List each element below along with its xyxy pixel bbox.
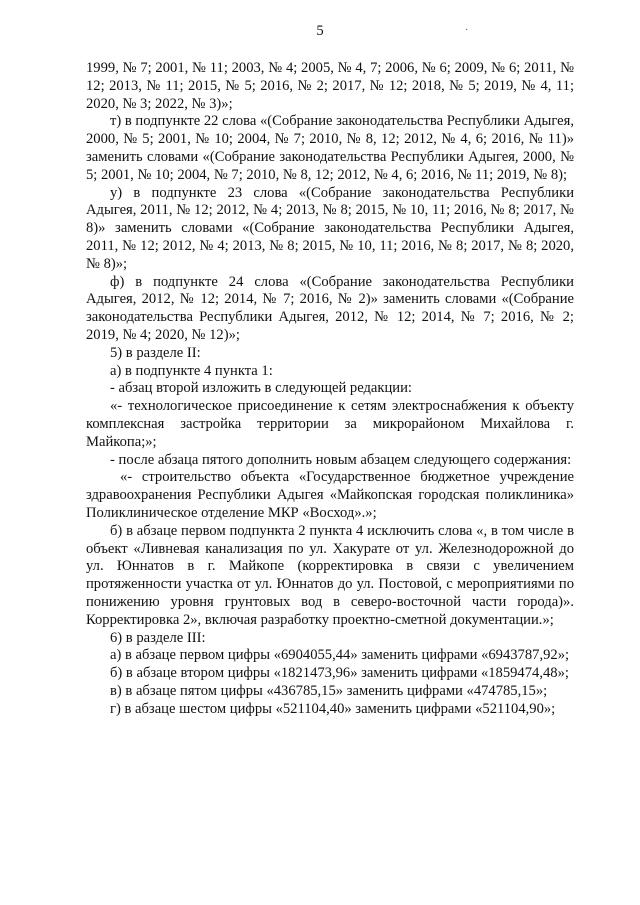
paragraph: в) в абзаце пятом цифры «436785,15» заменить цифрами «474785,15»; bbox=[110, 682, 548, 699]
paragraph: 1999, № 7; 2001, № 11; 2003, № 4; 2005, № 4, 7; 2006, № 6; 2009, № 6; 2011, № 12; 2013, № 11; 2015, № 5; 2016, № 2; 2017, № 12; 2018, № 5; 2019, № 4, 11; 2020, № 3; 2022, № 3)»; bbox=[86, 60, 574, 112]
paragraph: у) в подпункте 23 слова «(Собрание законодательства Республики Адыгея, 2011, № 12; 2012, № 4; 2013, № 8; 2015, № 10, 11; 2016, № 8; 2017, № 8)» заменить словами «(Собрание законодательства Республики Адыгея, 2011, № 12; 2012, № 4; 2013, № 8; 2015, № 10, 11; 2016, № 8; 2017, № 8; 2020, № 8)»; bbox=[86, 184, 574, 272]
paragraph: «- технологическое присоединение к сетям электроснабжения к объекту комплексная застройка территории за микрорайоном Михайлова г. Майкопа;»; bbox=[86, 398, 574, 450]
paragraph: а) в абзаце первом цифры «6904055,44» заменить цифрами «6943787,92»; bbox=[110, 647, 570, 664]
scan-speck: · bbox=[465, 25, 469, 36]
paragraph: ф) в подпункте 24 слова «(Собрание законодательства Республики Адыгея, 2012, № 12; 2014, № 7; 2016, № 2)» заменить словами «(Собрание законодательства Республики Адыгея, 2012, № 12; 2014, № 7; 2016, № 2; 2019, № 4; 2020, № 12)»; bbox=[86, 273, 574, 343]
paragraph: г) в абзаце шестом цифры «521104,40» заменить цифрами «521104,90»; bbox=[110, 700, 556, 717]
paragraph: - после абзаца пятого дополнить новым абзацем следующего содержания: bbox=[110, 451, 572, 468]
page-number: 5 bbox=[316, 23, 324, 39]
paragraph: т) в подпункте 22 слова «(Собрание законодательства Республики Адыгея, 2000, № 5; 2001, № 10; 2004, № 7; 2010, № 8, 12; 2012, № 4, 6; 2016, № 11)» заменить словами «(Собрание законодательства Республики Адыгея, 2000, № 5; 2001, № 10; 2004, № 7; 2010, № 8, 12; 2012, № 4, 6; 2016, № 11; 2019, № 8); bbox=[86, 113, 574, 183]
paragraph: а) в подпункте 4 пункта 1: bbox=[110, 362, 273, 379]
paragraph: б) в абзаце первом подпункта 2 пункта 4 исключить слова «, в том числе в объект «Ливневая канализация по ул. Хакурате от ул. Железнодорожной до ул. Юннатов в г. Майкопе (корректировка в связи с увеличением протяженности участка от ул. Юннатов до ул. Постовой, с мероприятиями по понижению уровня грунтовых вод в северо-восточной части города)». Корректировка 2», включая разработку проектно-сметной документации.»; bbox=[86, 522, 574, 628]
document-body bbox=[86, 60, 574, 718]
paragraph: «- строительство объекта «Государственное бюджетное учреждение здравоохранения Республики Адыгея «Майкопская городская поликлиника» Поликлиническое отделение МКР «Восход».»; bbox=[86, 469, 574, 521]
paragraph: б) в абзаце втором цифры «1821473,96» заменить цифрами «1859474,48»; bbox=[110, 665, 569, 682]
paragraph: 6) в разделе III: bbox=[110, 629, 206, 646]
paragraph: - абзац второй изложить в следующей редакции: bbox=[110, 380, 412, 397]
paragraph: 5) в разделе II: bbox=[110, 344, 201, 361]
